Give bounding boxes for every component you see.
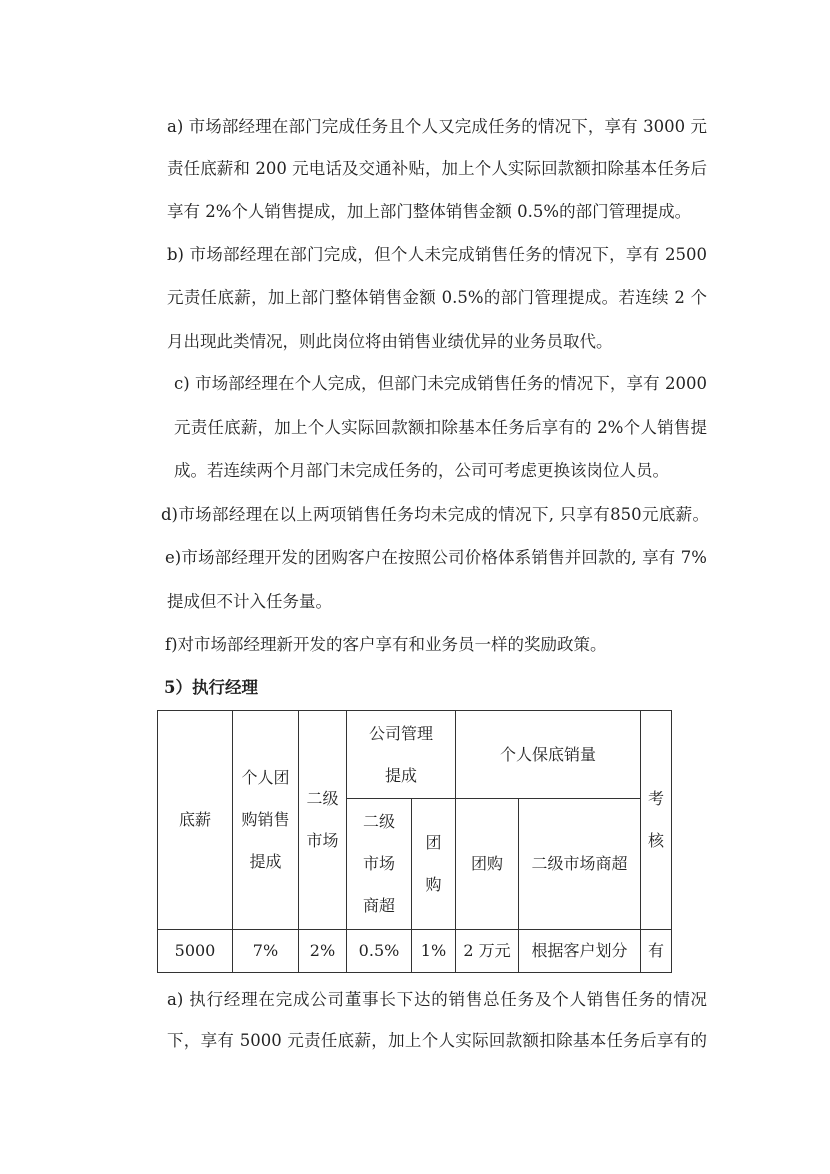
header-management-commission: 公司管理提成 [347,711,456,799]
header-assessment: 考核 [641,711,672,930]
paragraph-line: 元责任底薪，加上部门整体销售金额 0.5%的部门管理提成。若连续 2 个 [167,288,707,307]
paragraph-line: a) 市场部经理在部门完成任务且个人又完成任务的情况下，享有 3000 元 [167,117,707,136]
paragraph-line: e)市场部经理开发的团购客户在按照公司价格体系销售并回款的, 享有 7% [165,548,707,567]
cell: 2 万元 [456,930,519,973]
cell: 1% [412,930,456,973]
header-base-salary: 底薪 [158,711,233,930]
header-guarantee-secondary: 二级市场商超 [519,799,641,930]
cell: 0.5% [347,930,412,973]
header-personal-commission: 个人团购销售提成 [233,711,299,930]
paragraph-line: 月出现此类情况，则此岗位将由销售业绩优异的业务员取代。 [167,332,613,351]
compensation-table [157,710,672,973]
cell: 7% [233,930,299,973]
paragraph-line: d)市场部经理在以上两项销售任务均未完成的情况下, 只享有850元底薪。 [161,505,709,524]
paragraph-line: a) 执行经理在完成公司董事长下达的销售总任务及个人销售任务的情况 [167,990,707,1009]
paragraph-line: 责任底薪和 200 元电话及交通补贴，加上个人实际回款额扣除基本任务后 [167,159,707,178]
paragraph-line: f)对市场部经理新开发的客户享有和业务员一样的奖励政策。 [165,635,607,654]
cell: 5000 [158,930,233,973]
cell: 2% [299,930,347,973]
header-mgmt-secondary: 二级市场商超 [347,799,412,930]
cell: 根据客户划分 [519,930,641,973]
paragraph-line: 元责任底薪，加上个人实际回款额扣除基本任务后享有的 2%个人销售提 [174,418,707,437]
paragraph-line: 享有 2%个人销售提成，加上部门整体销售金额 0.5%的部门管理提成。 [167,202,692,221]
header-guarantee-group: 团购 [456,799,519,930]
paragraph-line: c) 市场部经理在个人完成，但部门未完成销售任务的情况下，享有 2000 [174,374,707,393]
paragraph-line: 下，享有 5000 元责任底薪，加上个人实际回款额扣除基本任务后享有的 [167,1031,707,1050]
section-heading: 5）执行经理 [164,678,258,697]
paragraph-line: 提成但不计入任务量。 [167,592,332,611]
paragraph-line: 成。若连续两个月部门未完成任务的，公司可考虑更换该岗位人员。 [174,461,669,480]
header-secondary-market: 二级市场 [299,711,347,930]
header-mgmt-group: 团购 [412,799,456,930]
header-guaranteed-sales: 个人保底销量 [456,711,641,799]
cell: 有 [641,930,672,973]
paragraph-line: b) 市场部经理在部门完成，但个人未完成销售任务的情况下，享有 2500 [167,245,707,264]
